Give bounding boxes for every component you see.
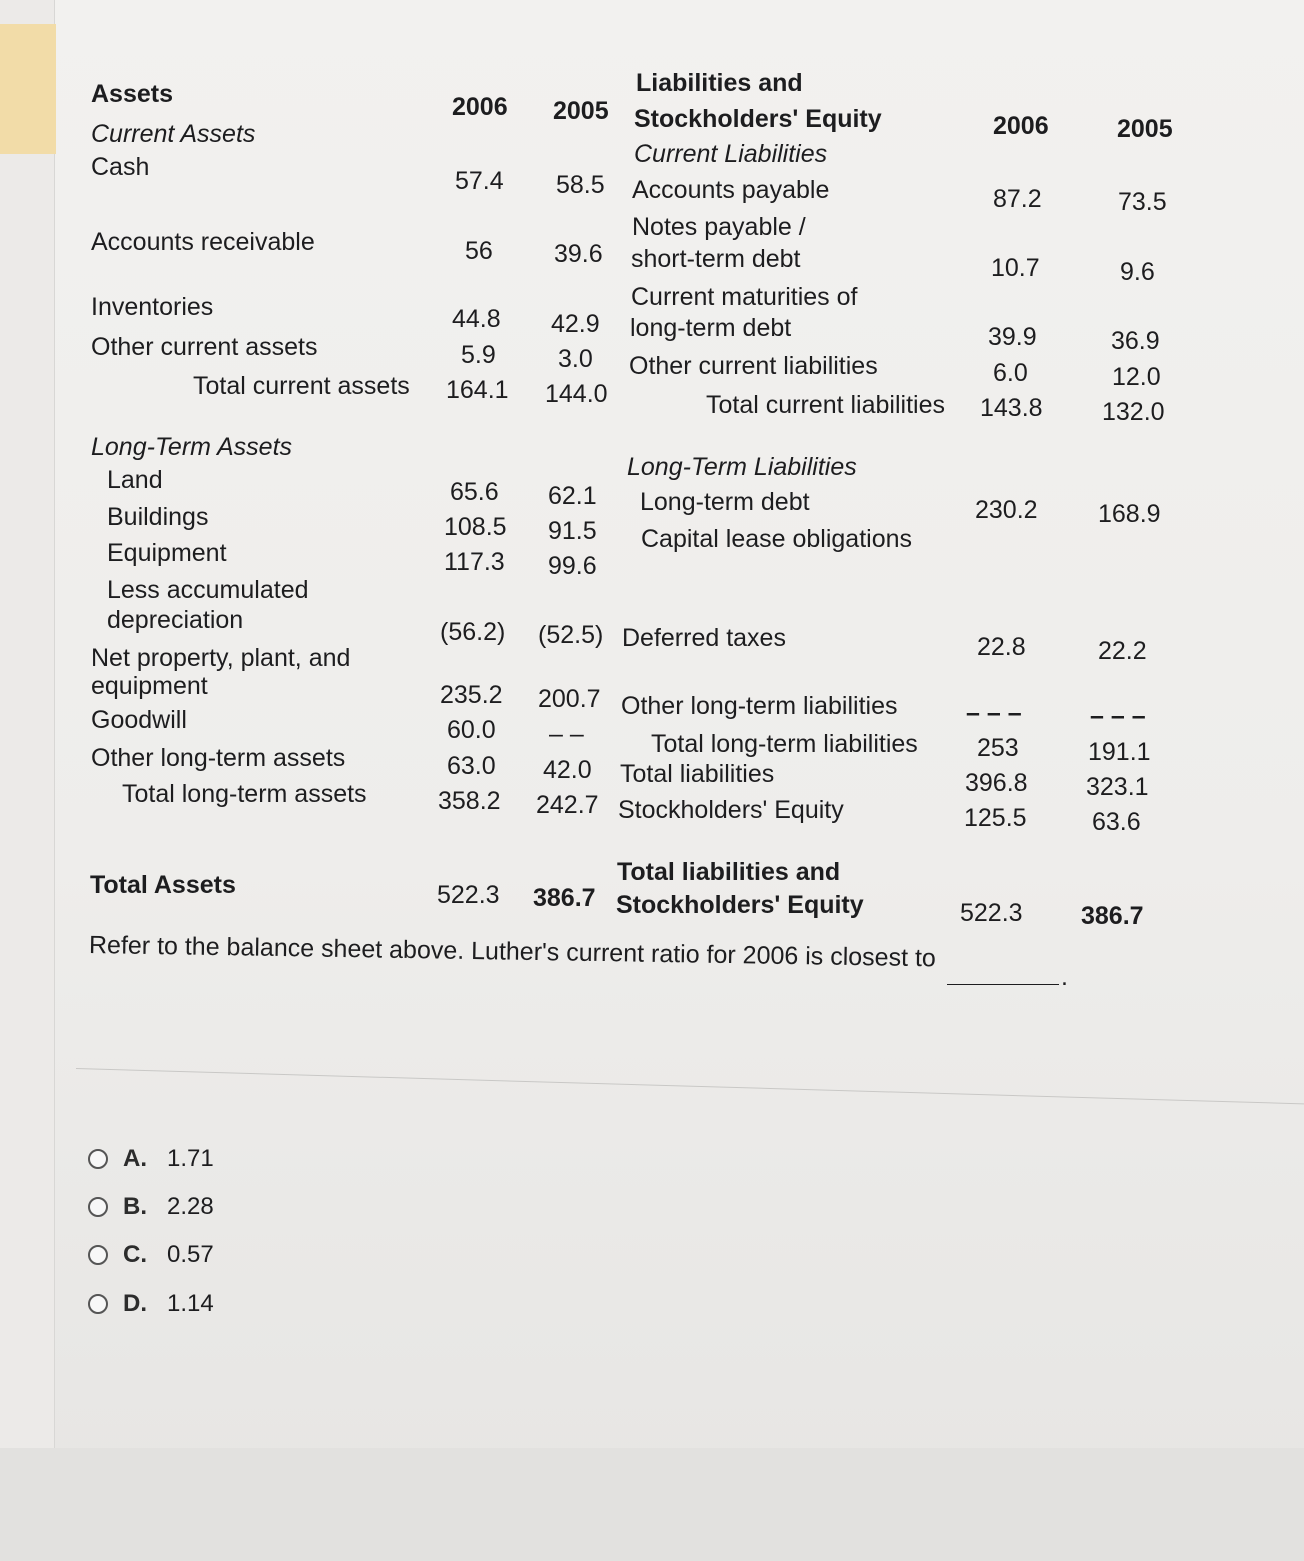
net-ppe-label-1: Net property, plant, and [91,644,351,672]
long-term-liabilities-heading: Long-Term Liabilities [627,453,857,481]
total-current-assets-2006: 164.1 [446,376,509,404]
lt-debt-2005: 168.9 [1098,500,1161,528]
other-lt-liab-label: Other long-term liabilities [621,692,898,720]
option-d[interactable] [88,1289,214,1319]
less-dep-label-2: depreciation [107,606,244,634]
liabilities-heading-2: Stockholders' Equity [634,105,882,133]
radio-a-icon[interactable] [88,1149,108,1169]
option-c[interactable] [88,1240,214,1270]
total-lt-assets-2006: 358.2 [438,787,501,815]
cash-2006: 57.4 [455,167,504,195]
radio-d-icon[interactable] [88,1294,108,1314]
deferred-taxes-2005: 22.2 [1098,637,1147,665]
net-ppe-label-2: equipment [91,672,208,700]
cash-2005: 58.5 [556,171,605,199]
notes-2005: 9.6 [1120,258,1155,286]
net-ppe-2005: 200.7 [538,685,601,713]
ar-2005: 39.6 [554,240,603,268]
other-lt-liab-2005: – – – [1090,702,1146,730]
ap-label: Accounts payable [632,176,830,204]
current-assets-heading: Current Assets [91,120,256,148]
option-c-letter: C. [123,1241,147,1268]
total-lt-liab-label: Total long-term liabilities [651,730,918,758]
equity-2005: 63.6 [1092,808,1141,836]
deferred-taxes-label: Deferred taxes [622,624,786,652]
total-liab-equity-label-2: Stockholders' Equity [616,891,864,919]
option-d-letter: D. [123,1290,147,1317]
less-dep-2005: (52.5) [538,621,604,649]
total-curr-liab-2005: 132.0 [1102,398,1165,426]
total-current-assets-2005: 144.0 [545,380,608,408]
option-a-letter: A. [123,1145,147,1172]
total-lt-liab-2005: 191.1 [1088,738,1151,766]
left-accent-tab [0,24,56,154]
total-assets-label: Total Assets [90,871,236,899]
lt-debt-2006: 230.2 [975,496,1038,524]
other-curr-liab-2006: 6.0 [993,359,1028,387]
land-2006: 65.6 [450,478,499,506]
total-liab-label: Total liabilities [620,760,775,788]
other-lt-liab-2006: – – – [966,699,1022,727]
curr-mat-label-2: long-term debt [630,314,792,342]
curr-mat-2006: 39.9 [988,323,1037,351]
other-lt-assets-2006: 63.0 [447,752,496,780]
ap-2005: 73.5 [1118,188,1167,216]
total-current-assets-label: Total current assets [193,372,410,400]
capital-lease-label: Capital lease obligations [641,525,913,553]
left-margin-strip [0,0,55,1448]
land-2005: 62.1 [548,482,597,510]
liabilities-heading-1: Liabilities and [636,69,803,97]
other-lt-assets-label: Other long-term assets [91,744,346,772]
total-liab-equity-label-1: Total liabilities and [617,858,841,886]
other-lt-assets-2005: 42.0 [543,756,592,784]
curr-mat-2005: 36.9 [1111,327,1160,355]
buildings-label: Buildings [107,503,209,531]
equity-2006: 125.5 [964,804,1027,832]
liabilities-col-2005: 2005 [1117,115,1173,143]
curr-mat-label-1: Current maturities of [631,283,858,311]
total-lt-assets-2005: 242.7 [536,791,599,819]
option-b-letter: B. [123,1193,147,1220]
equipment-2006: 117.3 [444,548,505,576]
notes-2006: 10.7 [991,254,1040,282]
less-dep-label-1: Less accumulated [107,576,309,604]
goodwill-2006: 60.0 [447,716,496,744]
inventories-2006: 44.8 [452,305,501,333]
buildings-2006: 108.5 [444,513,507,541]
radio-c-icon[interactable] [88,1245,108,1265]
assets-col-2005: 2005 [553,97,609,125]
option-b-value: 2.28 [167,1193,214,1220]
ar-label: Accounts receivable [91,228,315,256]
inventories-2005: 42.9 [551,310,600,338]
assets-heading: Assets [91,80,173,108]
lt-debt-label: Long-term debt [640,488,810,516]
long-term-assets-heading: Long-Term Assets [91,433,293,461]
ap-2006: 87.2 [993,185,1042,213]
total-liab-equity-2006: 522.3 [960,899,1023,927]
notes-label-1: Notes payable / [632,213,806,241]
liabilities-col-2006: 2006 [993,112,1049,140]
total-curr-liab-2006: 143.8 [980,394,1043,422]
total-lt-assets-label: Total long-term assets [122,780,367,808]
page-bottom-edge [0,1448,1304,1561]
total-assets-2006: 522.3 [437,881,500,909]
option-a-value: 1.71 [167,1145,214,1172]
other-curr-liab-2005: 12.0 [1112,363,1161,391]
option-a[interactable] [88,1144,214,1174]
answer-blank [947,984,1059,985]
buildings-2005: 91.5 [548,517,597,545]
goodwill-2005: – – [549,720,584,748]
land-label: Land [107,466,163,494]
less-dep-2006: (56.2) [440,618,506,646]
ar-2006: 56 [465,237,493,265]
equipment-2005: 99.6 [548,552,597,580]
goodwill-label: Goodwill [91,706,187,734]
inventories-label: Inventories [91,293,214,321]
total-assets-2005: 386.7 [533,884,596,912]
question-period: . [1061,963,1068,991]
option-d-value: 1.14 [167,1290,214,1317]
deferred-taxes-2006: 22.8 [977,633,1026,661]
cash-label: Cash [91,153,150,181]
total-liab-2006: 396.8 [965,769,1028,797]
other-curr-liab-label: Other current liabilities [629,352,878,380]
other-current-assets-2005: 3.0 [558,345,593,373]
question-text: Refer to the balance sheet above. Luther's current ratio for 2006 is closest to [88,931,937,973]
assets-col-2006: 2006 [452,93,508,121]
notes-label-2: short-term debt [631,245,801,273]
radio-b-icon[interactable] [88,1197,108,1217]
equity-label: Stockholders' Equity [618,796,844,824]
total-liab-equity-2005: 386.7 [1081,902,1144,930]
equipment-label: Equipment [107,539,227,567]
other-current-assets-label: Other current assets [91,333,318,361]
net-ppe-2006: 235.2 [440,681,503,709]
total-curr-liab-label: Total current liabilities [706,391,945,419]
other-current-assets-2006: 5.9 [461,341,496,369]
option-c-value: 0.57 [167,1241,214,1268]
option-b[interactable] [88,1192,214,1222]
total-liab-2005: 323.1 [1086,773,1149,801]
current-liabilities-heading: Current Liabilities [634,140,828,168]
total-lt-liab-2006: 253 [977,734,1019,762]
